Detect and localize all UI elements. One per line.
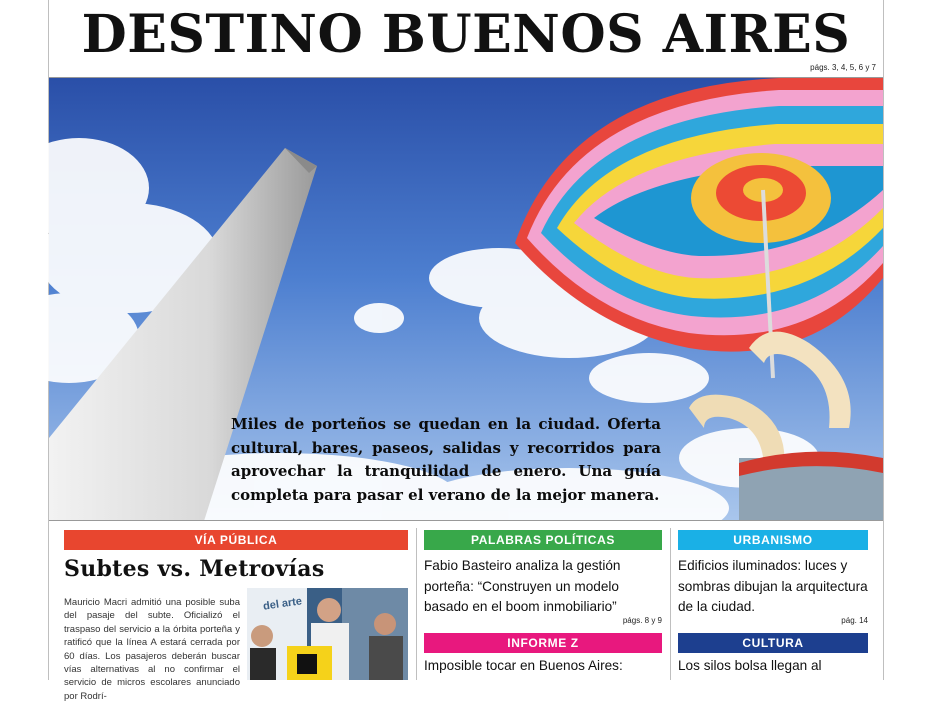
column-divider: [416, 528, 417, 680]
headline-basteiro[interactable]: Fabio Basteiro analiza la gestión porteña: “Construyen un modelo basado en el boom inmobiliario”: [424, 558, 621, 614]
section-label-informe-z: INFORME Z: [424, 633, 662, 653]
masthead-title: DESTINO BUENOS AIRES: [81, 4, 851, 65]
story-palabras-politicas[interactable]: [424, 530, 662, 625]
press-photo: [247, 588, 408, 680]
story-cultura[interactable]: [678, 633, 868, 677]
masthead-pages: págs. 3, 4, 5, 6 y 7: [810, 63, 876, 72]
section-label-via-publica: VÍA PÚBLICA: [64, 530, 408, 550]
headline-urbanismo[interactable]: Edificios iluminados: luces y sombras dibujan la arquitectura de la ciudad.: [678, 558, 868, 614]
story-urbanismo[interactable]: [678, 530, 868, 625]
story-informe-z[interactable]: [424, 633, 662, 677]
headline-cultura[interactable]: Los silos bolsa llegan al: [678, 658, 822, 673]
section-label-palabras-politicas: PALABRAS POLÍTICAS: [424, 530, 662, 550]
hero-caption: Miles de porteños se quedan en la ciudad. Oferta cultural, bares, paseos, salidas y recorridos para aprovechar la tranquilidad de enero. Una guía completa para pasar el verano de la mejor manera.: [231, 415, 661, 504]
headline-informe-z[interactable]: Imposible tocar en Buenos Aires:: [424, 658, 623, 673]
hero-image: [49, 77, 883, 520]
page-ref: pág. 14: [841, 615, 868, 625]
section-label-urbanismo: URBANISMO: [678, 530, 868, 550]
photo-sign-text: del arte: [262, 595, 303, 613]
story-via-publica[interactable]: [64, 530, 408, 702]
section-label-cultura: CULTURA: [678, 633, 868, 653]
section-divider: [49, 520, 883, 521]
headline-subtes[interactable]: Subtes vs. Metrovías: [64, 556, 325, 582]
column-divider: [670, 528, 671, 680]
story-body: Mauricio Macri admitió una posible suba del pasaje del subte. Oficializó el traspaso del servicio a la órbita porteña y ratificó que la línea A estará cerrada por 60 días. Los pasajeros deberán buscar vías alternativas al no confirmar el servicio de micros escolares anunciado por Rodrí-: [64, 597, 240, 702]
page-ref: págs. 8 y 9: [622, 615, 662, 625]
